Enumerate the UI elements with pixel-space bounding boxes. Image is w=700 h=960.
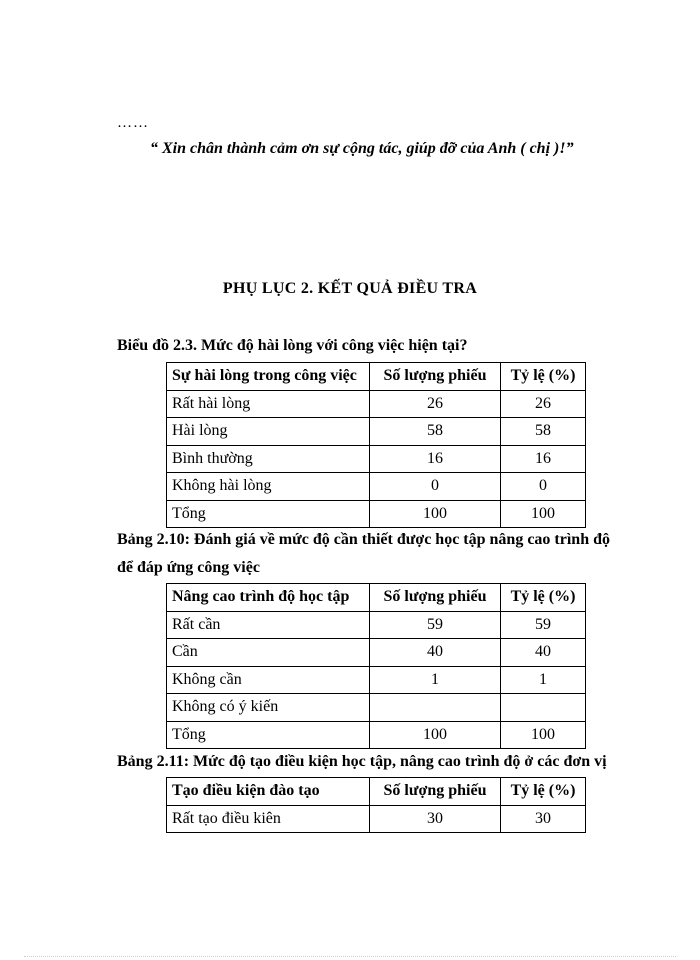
table-row [167,418,586,446]
header-cell: Số lượng phiếu [370,584,501,612]
satisfaction-table [166,362,586,528]
table-2-10-caption-line2: để đáp ứng công việc [117,559,260,576]
vote-count: 26 [370,390,501,418]
table-row [167,473,586,501]
header-cell: Nâng cao trình độ học tập [167,584,370,612]
percentage: 30 [501,805,586,833]
thank-you-note: “ Xin chân thành cảm ơn sự cộng tác, giúp đỡ của Anh ( chị )!” [150,140,574,157]
vote-count: 100 [370,500,501,528]
table-row [167,390,586,418]
vote-count [370,694,501,722]
table-2-10-caption: Bảng 2.10: Đánh giá về mức độ cần thiết được học tập nâng cao trình độ [117,531,610,548]
row-label: Tổng [167,721,370,749]
header-cell: Tỷ lệ (%) [501,778,586,806]
table-header-row [167,363,586,391]
percentage: 59 [501,611,586,639]
vote-count: 40 [370,639,501,667]
vote-count: 58 [370,418,501,446]
row-label: Cần [167,639,370,667]
table-row [167,805,586,833]
table-header-row [167,584,586,612]
training-support-table [166,777,586,833]
percentage: 40 [501,639,586,667]
table-row [167,666,586,694]
percentage: 1 [501,666,586,694]
page-bottom-divider [24,956,676,957]
table-total-row [167,721,586,749]
vote-count: 16 [370,445,501,473]
percentage: 26 [501,390,586,418]
row-label: Rất cần [167,611,370,639]
header-cell: Số lượng phiếu [370,778,501,806]
row-label: Bình thường [167,445,370,473]
percentage: 100 [501,721,586,749]
vote-count: 0 [370,473,501,501]
row-label: Không hài lòng [167,473,370,501]
row-label: Hài lòng [167,418,370,446]
table-2-11-caption: Bảng 2.11: Mức độ tạo điều kiện học tập, nâng cao trình độ ở các đơn vị [117,753,607,770]
vote-count: 59 [370,611,501,639]
header-cell: Số lượng phiếu [370,363,501,391]
row-label: Rất tạo điều kiên [167,805,370,833]
table-row [167,639,586,667]
row-label: Tổng [167,500,370,528]
table-header-row [167,778,586,806]
training-need-table [166,583,586,749]
ellipsis-text: …… [117,115,149,131]
percentage: 0 [501,473,586,501]
header-cell: Tỷ lệ (%) [501,363,586,391]
table-row [167,445,586,473]
percentage: 58 [501,418,586,446]
appendix-title: PHỤ LỤC 2. KẾT QUẢ ĐIỀU TRA [222,280,478,297]
percentage: 100 [501,500,586,528]
row-label: Không cần [167,666,370,694]
table-row [167,694,586,722]
header-cell: Tạo điều kiện đào tạo [167,778,370,806]
row-label: Rất hài lòng [167,390,370,418]
row-label: Không có ý kiến [167,694,370,722]
percentage: 16 [501,445,586,473]
header-cell: Tỷ lệ (%) [501,584,586,612]
vote-count: 1 [370,666,501,694]
table-total-row [167,500,586,528]
chart-2-3-caption: Biểu đồ 2.3. Mức độ hài lòng với công việc hiện tại? [117,337,468,354]
percentage [501,694,586,722]
header-cell: Sự hài lòng trong công việc [167,363,370,391]
table-row [167,611,586,639]
vote-count: 30 [370,805,501,833]
vote-count: 100 [370,721,501,749]
